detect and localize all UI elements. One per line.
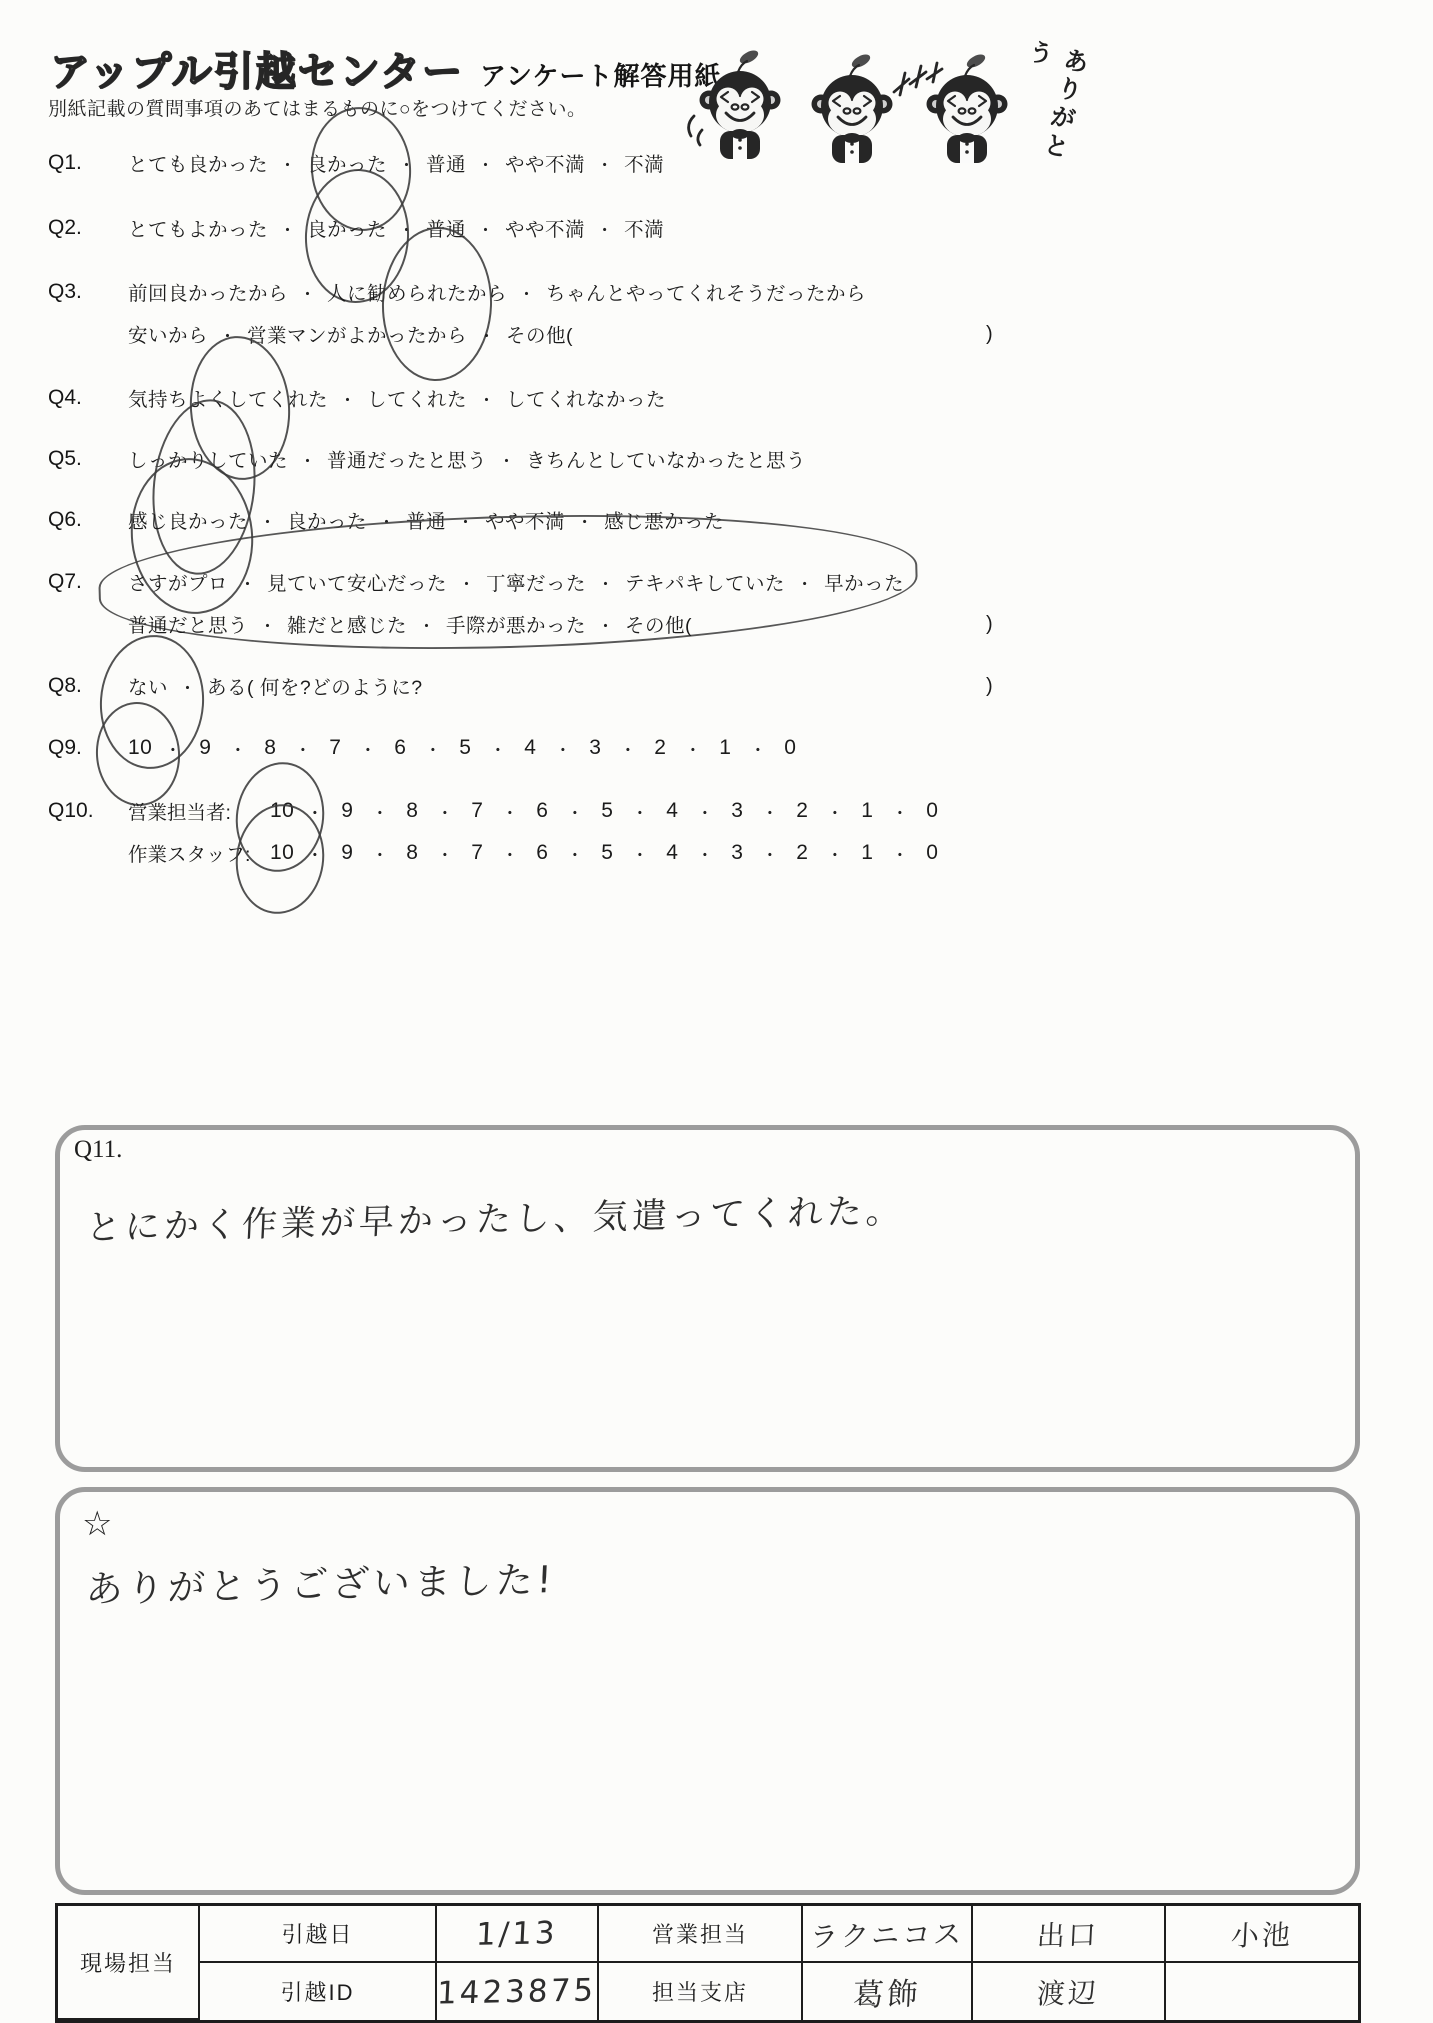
- option-separator: ・: [749, 740, 767, 760]
- option-separator: ・: [164, 740, 182, 760]
- question-1: [48, 142, 664, 184]
- option-separator: ・: [436, 845, 454, 865]
- answer-option: 2: [654, 736, 667, 759]
- answer-option: 普通だったと思う: [327, 450, 488, 472]
- answer-option: やや不満: [505, 219, 586, 241]
- thanks-comment-box: [55, 1487, 1360, 1895]
- answer-option: 雑だと感じた: [287, 615, 408, 637]
- option-separator: ・: [457, 512, 475, 532]
- option-separator: ・: [684, 740, 702, 760]
- answer-option: 感じ良かった: [128, 506, 248, 534]
- option-separator: ・: [761, 845, 779, 865]
- answer-option: 普通: [426, 219, 467, 241]
- answer-option: しっかりしていた: [128, 445, 288, 473]
- answer-option: 7: [329, 736, 342, 759]
- handwritten-circle-mark: [144, 394, 264, 580]
- option-separator: ・: [596, 155, 614, 175]
- option-separator: ・: [566, 803, 584, 823]
- option-separator: ・: [398, 155, 416, 175]
- answer-option: 2: [796, 841, 809, 864]
- question-number: Q4.: [48, 386, 82, 409]
- option-separator: ・: [891, 803, 909, 823]
- answer-option: 3: [731, 799, 744, 822]
- answer-option: その他(: [625, 615, 693, 637]
- question-10: [48, 790, 944, 874]
- option-separator: ・: [554, 740, 572, 760]
- answer-option: 10: [270, 841, 294, 865]
- option-separator: ・: [299, 284, 317, 304]
- option-separator: ・: [424, 740, 442, 760]
- answer-option: 0: [926, 799, 939, 822]
- question-3: [48, 271, 993, 355]
- answer-option: 0: [926, 841, 939, 864]
- answer-option: 前回良かったから: [128, 283, 289, 305]
- answer-option: 9: [341, 841, 354, 864]
- option-separator: ・: [294, 740, 312, 760]
- answer-option: 3: [589, 736, 602, 759]
- company-logo-text: アップル引越センター: [50, 50, 464, 94]
- close-paren: ): [986, 612, 993, 635]
- answer-option: 見ていて安心だった: [267, 573, 448, 595]
- answer-option: 良かった: [287, 511, 368, 533]
- answer-option: してくれなかった: [506, 389, 667, 411]
- option-separator: ・: [478, 390, 496, 410]
- answer-option: 8: [406, 841, 419, 864]
- answer-option: 良かった: [307, 214, 387, 242]
- option-separator: ・: [597, 616, 615, 636]
- answer-option: 5: [601, 799, 614, 822]
- answer-option: 6: [536, 841, 549, 864]
- option-separator: ・: [299, 451, 317, 471]
- move-id-value: 1423875: [436, 1971, 598, 2012]
- question-2: [48, 207, 664, 249]
- answer-option: 安いから: [128, 325, 209, 347]
- answer-option: その他(: [506, 325, 574, 347]
- answer-option: 6: [394, 736, 407, 759]
- move-date-value: 1/13: [475, 1914, 559, 1953]
- option-separator: ・: [219, 326, 237, 346]
- option-separator: ・: [306, 845, 324, 865]
- answer-option: 普通: [426, 154, 467, 176]
- option-separator: ・: [478, 326, 496, 346]
- option-separator: ・: [339, 390, 357, 410]
- answer-option: とてもよかった: [128, 219, 269, 241]
- option-separator: ・: [891, 845, 909, 865]
- option-separator: ・: [477, 155, 495, 175]
- answer-option: 5: [459, 736, 472, 759]
- option-separator: ・: [518, 284, 536, 304]
- option-separator: ・: [501, 845, 519, 865]
- thanks-handwritten-message: ありがとうございました!: [84, 1558, 557, 1611]
- answer-option: 3: [731, 841, 744, 864]
- answer-option: 9: [341, 799, 354, 822]
- answer-option: 普通だと思う: [128, 615, 249, 637]
- answer-option: 9: [199, 736, 212, 759]
- question-8: [48, 665, 993, 707]
- answer-option: 1: [861, 799, 874, 822]
- option-separator: ・: [696, 845, 714, 865]
- option-separator: ・: [696, 803, 714, 823]
- option-separator: ・: [631, 845, 649, 865]
- answer-option: ある( 何を?どのように?: [207, 677, 423, 699]
- answer-option: 8: [264, 736, 277, 759]
- sales-rep-label: 営業担当: [599, 1906, 803, 1963]
- move-date-label: 引越日: [200, 1906, 437, 1963]
- option-separator: ・: [359, 740, 377, 760]
- option-separator: ・: [826, 803, 844, 823]
- answer-option: 不満: [624, 219, 665, 241]
- site-staff-2: 小池: [1230, 1917, 1294, 1953]
- option-separator: ・: [229, 740, 247, 760]
- answer-option: 早かった: [824, 573, 905, 595]
- answer-option: 丁寧だった: [486, 573, 587, 595]
- option-separator: ・: [418, 616, 436, 636]
- option-separator: ・: [489, 740, 507, 760]
- question-9: [48, 727, 802, 769]
- sales-rep-value: ラクニコス: [808, 1916, 965, 1954]
- sparkle-icon: [894, 63, 942, 95]
- branch-value: 葛飾: [851, 1976, 922, 2014]
- option-separator: ・: [576, 512, 594, 532]
- monkey-mascots-illustration: [682, 44, 1012, 166]
- question-number: Q6.: [48, 508, 82, 531]
- question-number: Q8.: [48, 674, 82, 697]
- answer-option: してくれた: [367, 389, 468, 411]
- question-6: [48, 499, 724, 541]
- option-separator: ・: [566, 845, 584, 865]
- scale-label: 営業担当者:: [128, 802, 231, 824]
- option-separator: ・: [597, 574, 615, 594]
- answer-option: 1: [719, 736, 732, 759]
- site-staff-3: 渡辺: [1036, 1975, 1101, 2011]
- answer-option: ちゃんとやってくれそうだったから: [546, 283, 867, 305]
- answer-option: 良かった: [307, 149, 387, 177]
- answer-option: 7: [471, 841, 484, 864]
- answer-option: 10: [128, 736, 152, 760]
- thanks-vertical-calligraphy: ありがとう: [1022, 36, 1091, 165]
- option-separator: ・: [279, 220, 297, 240]
- close-paren: ): [986, 322, 993, 345]
- answer-option: ない: [128, 672, 168, 700]
- answer-option: 1: [861, 841, 874, 864]
- option-separator: ・: [631, 803, 649, 823]
- answer-option: 2: [796, 799, 809, 822]
- question-5: [48, 438, 806, 480]
- answer-option: 5: [601, 841, 614, 864]
- move-id-label: 引越ID: [200, 1963, 437, 2020]
- option-separator: ・: [239, 574, 257, 594]
- close-paren: ): [986, 674, 993, 697]
- question-number: Q5.: [48, 447, 82, 470]
- answer-option: 手際が悪かった: [446, 615, 587, 637]
- option-separator: ・: [498, 451, 516, 471]
- answer-option: テキパキしていた: [625, 573, 786, 595]
- answer-option: さすがプロ: [128, 573, 229, 595]
- q11-label: Q11.: [74, 1136, 123, 1163]
- answer-option: 4: [666, 799, 679, 822]
- question-number: Q1.: [48, 151, 82, 174]
- answer-option: 人に勧められたから: [327, 278, 507, 306]
- option-separator: ・: [378, 512, 396, 532]
- answer-option: とても良かった: [128, 154, 269, 176]
- answer-option: 7: [471, 799, 484, 822]
- answer-option: 4: [666, 841, 679, 864]
- star-icon: ☆: [82, 1505, 113, 1543]
- scale-label: 作業スタッフ:: [128, 844, 251, 866]
- answer-option: やや不満: [485, 511, 566, 533]
- answer-option: 不満: [624, 154, 665, 176]
- answer-option: 8: [406, 799, 419, 822]
- motion-lines-icon: [689, 116, 694, 136]
- answer-option: 6: [536, 799, 549, 822]
- site-staff-label: 現場担当: [58, 1906, 200, 2020]
- option-separator: ・: [259, 616, 277, 636]
- answer-option: きちんとしていなかったと思う: [526, 450, 807, 472]
- question-number: Q9.: [48, 736, 82, 759]
- branch-label: 担当支店: [599, 1963, 803, 2020]
- option-separator: ・: [477, 220, 495, 240]
- answer-option: 4: [524, 736, 537, 759]
- header: [50, 40, 721, 97]
- answer-option: 0: [784, 736, 797, 759]
- option-separator: ・: [371, 803, 389, 823]
- sheet-title: アンケート解答用紙: [480, 61, 722, 91]
- question-number: Q2.: [48, 216, 82, 239]
- answer-option: 感じ悪かった: [604, 511, 725, 533]
- question-number: Q3.: [48, 280, 82, 303]
- option-separator: ・: [179, 678, 197, 698]
- q11-comment-box: [55, 1125, 1360, 1472]
- question-number: Q7.: [48, 570, 82, 593]
- option-separator: ・: [619, 740, 637, 760]
- option-separator: ・: [458, 574, 476, 594]
- question-4: [48, 377, 666, 419]
- option-separator: ・: [761, 803, 779, 823]
- footer-info-table: [55, 1903, 1361, 2023]
- answer-option: やや不満: [505, 154, 586, 176]
- option-separator: ・: [826, 845, 844, 865]
- option-separator: ・: [596, 220, 614, 240]
- question-number: Q10.: [48, 799, 94, 822]
- question-7: [48, 561, 993, 645]
- option-separator: ・: [259, 512, 277, 532]
- answer-option: 10: [270, 799, 294, 823]
- option-separator: ・: [796, 574, 814, 594]
- answer-option: 営業マンがよかったから: [247, 325, 468, 347]
- answer-option: 普通: [406, 511, 447, 533]
- q11-handwritten-answer: とにかく作業が早かったし、気遣ってくれた。: [84, 1191, 906, 1249]
- option-separator: ・: [279, 155, 297, 175]
- option-separator: ・: [371, 845, 389, 865]
- option-separator: ・: [398, 220, 416, 240]
- option-separator: ・: [306, 803, 324, 823]
- instruction-text: 別紙記載の質問事項のあてはまるものに○をつけてください。: [48, 99, 587, 120]
- option-separator: ・: [501, 803, 519, 823]
- site-staff-1: 出口: [1036, 1917, 1101, 1953]
- option-separator: ・: [436, 803, 454, 823]
- answer-option: 気持ちよくしてくれた: [128, 384, 328, 412]
